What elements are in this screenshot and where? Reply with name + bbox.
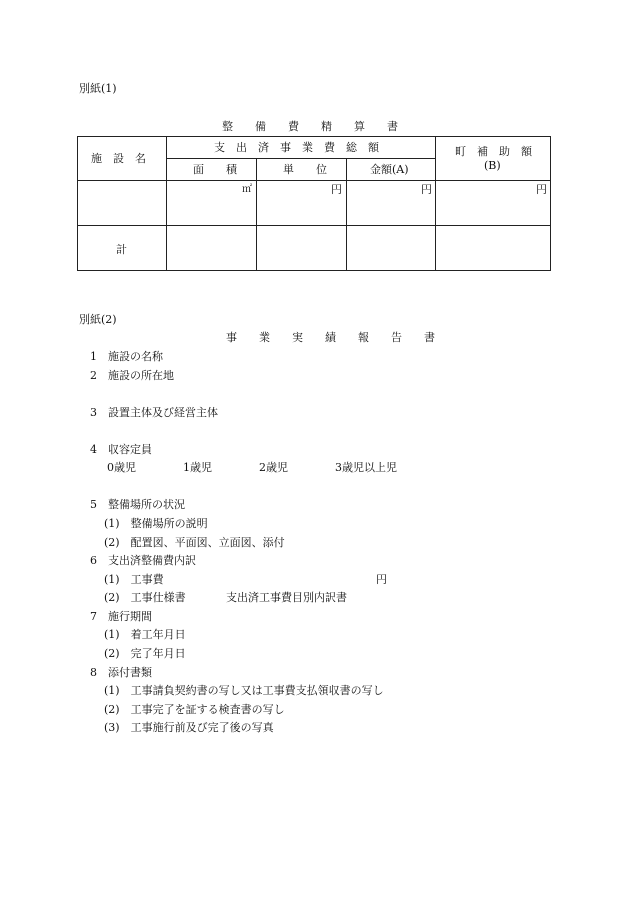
report-title: 事 業 実 績 報 告 書: [226, 331, 435, 344]
table-col-line-3: [346, 158, 347, 271]
header-town-subsidy: 町 補 助 額: [455, 145, 532, 158]
item-8-3: (3) 工事施行前及び完了後の写真: [104, 721, 274, 734]
item-8: 8 添付書類: [90, 666, 152, 679]
settlement-title: 整 備 費 精 算 書: [222, 120, 398, 133]
section2-label: 別紙(2): [79, 313, 117, 326]
item-5-2: (2) 配置図、平面図、立面図、添付: [104, 536, 285, 549]
age-3-plus: 3歳児以上児: [335, 461, 397, 474]
item-6-2: (2) 工事仕様書: [104, 591, 186, 604]
item-7: 7 施行期間: [90, 610, 152, 623]
item-8-2: (2) 工事完了を証する検査書の写し: [104, 703, 285, 716]
table-border-left: [77, 136, 78, 271]
age-2: 2歳児: [259, 461, 288, 474]
age-1: 1歳児: [183, 461, 212, 474]
item-2: 2 施設の所在地: [90, 369, 174, 382]
item-4: 4 収容定員: [90, 443, 152, 456]
item-7-1: (1) 着工年月日: [104, 628, 186, 641]
table-border-right: [550, 136, 551, 271]
unit-square-meter: ㎡: [242, 184, 252, 195]
unit-yen-amount: 円: [421, 183, 432, 196]
table-col-line-1: [166, 136, 167, 271]
item-6: 6 支出済整備費内訳: [90, 554, 196, 567]
item-7-2: (2) 完了年月日: [104, 647, 186, 660]
section1-label: 別紙(1): [79, 82, 117, 95]
item-3: 3 設置主体及び経営主体: [90, 406, 218, 419]
header-amount-a: 金額(A): [370, 163, 409, 176]
header-total-expense: 支 出 済 事 業 費 総 額: [214, 141, 379, 154]
item-8-1: (1) 工事請負契約書の写し又は工事費支払領収書の写し: [104, 684, 384, 697]
settlement-table: [77, 136, 551, 271]
header-unit: 単 位: [283, 163, 327, 176]
table-col-line-2: [256, 158, 257, 271]
table-header-bottom: [77, 180, 551, 181]
item-5: 5 整備場所の状況: [90, 498, 185, 511]
header-subsidy-b: (B): [484, 159, 501, 172]
item-6-1-yen: 円: [376, 573, 387, 586]
unit-yen-subsidy: 円: [536, 183, 547, 196]
item-1: 1 施設の名称: [90, 350, 163, 363]
item-6-1: (1) 工事費: [104, 573, 164, 586]
table-border-bottom: [77, 270, 551, 271]
table-row-line: [77, 225, 551, 226]
header-facility-name: 施 設 名: [91, 152, 146, 165]
table-col-line-4: [435, 136, 436, 271]
table-border-top: [77, 136, 551, 137]
item-5-1: (1) 整備場所の説明: [104, 517, 208, 530]
unit-yen-unit: 円: [331, 183, 342, 196]
header-area: 面 積: [193, 163, 237, 176]
table-subheader-line: [166, 158, 435, 159]
item-6-2-breakdown: 支出済工事費目別内訳書: [226, 591, 347, 604]
age-0: 0歳児: [107, 461, 136, 474]
total-label: 計: [116, 243, 127, 256]
